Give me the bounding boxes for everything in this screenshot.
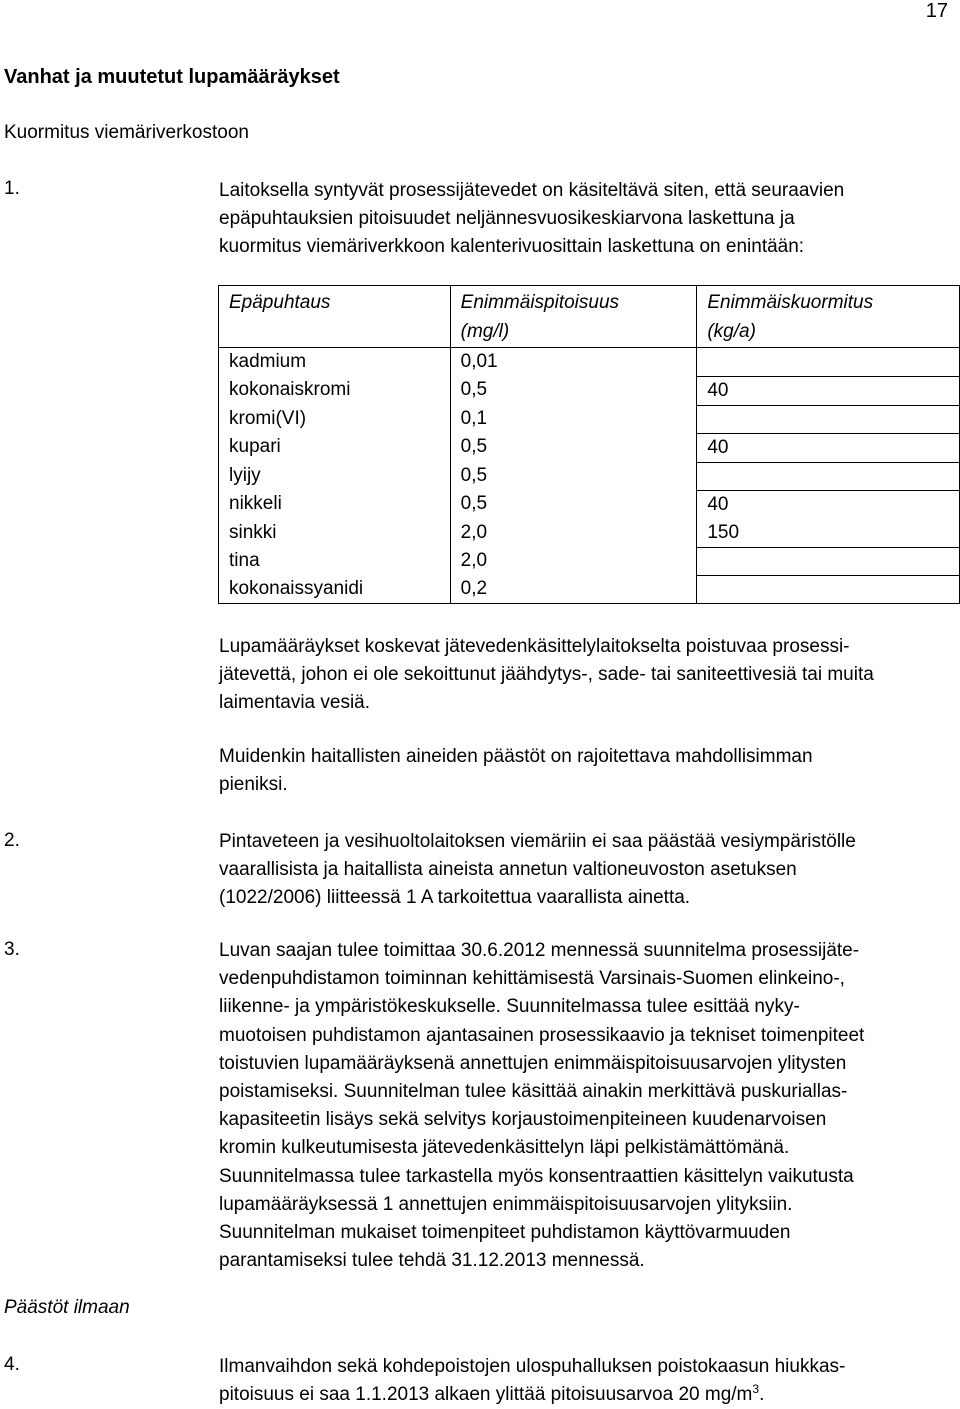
text-line: vaarallisista ja haitallista aineista annetun valtioneuvoston asetuksen (219, 859, 797, 881)
header-max-load: Enimmäiskuormitus (kg/a) (697, 286, 960, 348)
text-line: Lupamääräykset koskevat jätevedenkäsittelylaitokselta poistuvaa prosessi- (219, 636, 850, 657)
item-3-number: 3. (4, 939, 20, 960)
text-line: pieniksi. (219, 774, 288, 796)
text-line: epäpuhtauksien pitoisuudet neljännesvuosikeskiarvona laskettuna ja (219, 208, 795, 230)
item-1-text (219, 177, 949, 262)
item-3-text (219, 937, 949, 1275)
text-line: jätevettä, johon ei ole sekoittunut jäähdytys-, sade- tai saniteettivesiä tai muita (219, 664, 874, 686)
text-line: lupamääräyksessä 1 annettujen enimmäispitoisuusarvojen ylityksiin. (219, 1193, 793, 1215)
text-line: toistuvien lupamääräyksenä annettujen enimmäispitoisuusarvojen ylitysten (219, 1052, 847, 1074)
table-header-row (219, 286, 960, 348)
text-line: Ilmanvaihdon sekä kohdepoistojen ulospuhalluksen poistokaasun hiukkas- (219, 1356, 846, 1377)
text-line: kapasiteetin lisäys sekä selvitys korjaustoimenpiteineen kuudenarvoisen (219, 1109, 827, 1131)
table-row: kokonaiskromi 0,5 40 (219, 376, 960, 405)
table-row: kadmium 0,01 (219, 348, 960, 377)
text-line: pitoisuus ei saa 1.1.2013 alkaen ylittää pitoisuusarvoa 20 $mg/m^3$. (219, 1382, 765, 1406)
text-line: Suunnitelmassa tulee tarkastella myös konsentraattien käsittelyn vaikutusta (219, 1165, 854, 1187)
section-heading: Vanhat ja muutetut lupamääräykset (4, 66, 340, 88)
table-row: lyijy 0,5 (219, 462, 960, 490)
page-number: 17 (925, 0, 948, 22)
section-air-emissions: Päästöt ilmaan (4, 1297, 130, 1318)
table-row: tina 2,0 (219, 547, 960, 575)
item-1-note-scope (219, 633, 949, 718)
table-row: kokonaissyanidi 0,2 (219, 575, 960, 604)
text-line: Laitoksella syntyvät prosessijätevedet on käsiteltävä siten, että seuraavien (219, 180, 845, 201)
header-pollutant: Epäpuhtaus (219, 286, 451, 348)
text-line: poistamiseksi. Suunnitelman tulee käsittää ainakin merkittävä puskuriallas- (219, 1081, 848, 1103)
text-line: parantamiseksi tulee tehdä 31.12.2013 mennessä. (219, 1250, 645, 1272)
text-line: Suunnitelman mukaiset toimenpiteet puhdistamon käyttövarmuuden (219, 1222, 791, 1244)
table-row: kupari 0,5 40 (219, 433, 960, 462)
item-2-number: 2. (4, 830, 20, 851)
text-line: liikenne- ja ympäristökeskukselle. Suunnitelmassa tulee esittää nyky- (219, 996, 800, 1018)
text-line: laimentavia vesiä. (219, 692, 371, 714)
text-line: kromin kulkeutumisesta jätevedenkäsittelyn läpi pelkistämättömänä. (219, 1137, 790, 1159)
emission-limits-table (218, 285, 960, 604)
table-row: nikkeli 0,5 40 (219, 490, 960, 519)
text-line: Pintaveteen ja vesihuoltolaitoksen viemäriin ei saa päästää vesiympäristölle (219, 831, 856, 852)
text-line: (1022/2006) liitteessä 1 A tarkoitettua vaarallista ainetta. (219, 887, 691, 909)
item-4-text (219, 1353, 949, 1409)
text-line: Luvan saajan tulee toimittaa 30.6.2012 mennessä suunnitelma prosessijäte- (219, 940, 860, 961)
item-2-text (219, 828, 949, 913)
table-row: sinkki 2,0 150 (219, 519, 960, 548)
table-row: kromi(VI) 0,1 (219, 405, 960, 433)
item-1-number: 1. (4, 178, 20, 199)
header-max-concentration: Enimmäispitoisuus (mg/l) (450, 286, 697, 348)
text-line: kuormitus viemäriverkkoon kalenterivuosittain laskettuna on enintään: (219, 236, 805, 258)
superscript: 3 (752, 1382, 760, 1397)
text-line: vedenpuhdistamon toiminnan kehittämisestä Varsinais-Suomen elinkeino-, (219, 968, 845, 990)
item-1-note-other (219, 743, 949, 799)
item-4-number: 4. (4, 1354, 20, 1375)
text-line: muotoisen puhdistamon ajantasainen prosessikaavio ja tekniset toimenpiteet (219, 1024, 865, 1046)
text-line: Muidenkin haitallisten aineiden päästöt on rajoitettava mahdollisimman (219, 746, 813, 767)
subheading: Kuormitus viemäriverkostoon (4, 122, 249, 143)
